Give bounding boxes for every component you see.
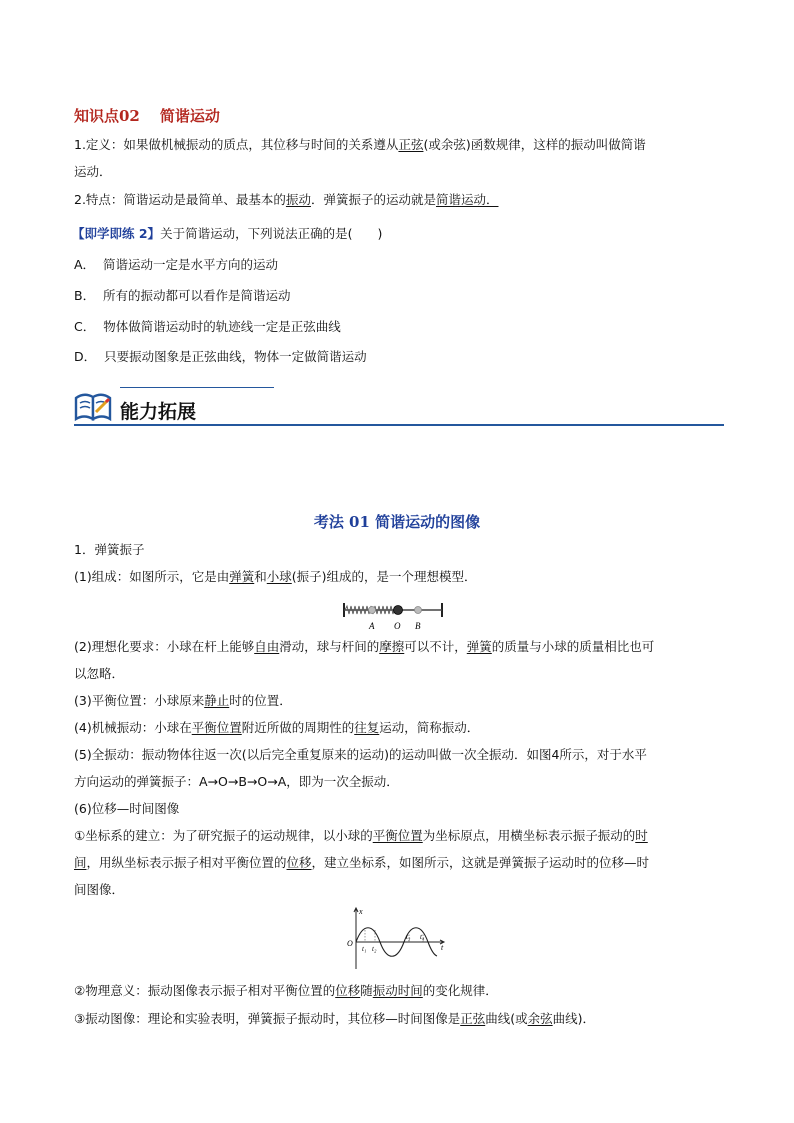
t4-label: t₄ [420,933,425,941]
paragraph-coordinate-system: ①坐标系的建立：为了研究振子的运动规律，以小球的平衡位置为坐标原点，用横坐标表示振子振动的时 [74,828,648,843]
banner-top-rule [120,387,274,388]
feature-line: 2.特点：简谐运动是最简单、最基本的振动．弹簧振子的运动就是简谐运动． [74,192,499,207]
spring-oscillator-figure [338,600,450,632]
t2-label: t₂ [372,945,377,953]
paragraph-idealization-cont: 以忽略． [74,666,125,681]
open-book-icon [74,386,114,424]
t1-label: t₁ [362,945,367,953]
underlined-term: 简谐运动． [435,192,499,207]
underlined-term: 振动 [285,192,311,207]
banner-rule [74,424,724,426]
option-d: D． 只要振动图象是正弦曲线，物体一定做简谐运动 [74,349,367,364]
knowledge-point-heading [74,105,220,126]
definition-line: 1.定义：如果做机械振动的质点，其位移与时间的关系遵从正弦(或余弦)函数规律，这样的振动叫做简谐 [74,137,646,152]
underlined-term: 正弦 [398,137,424,152]
origin-label: O [347,939,353,948]
label-o: O [394,621,401,631]
section-title: 考法 01 简谐运动的图像 [313,513,481,531]
subsection-heading: 1．弹簧振子 [74,542,145,557]
label-b: B [415,621,421,631]
option-c: C． 物体做简谐运动时的轨迹线一定是正弦曲线 [74,319,341,334]
x-axis-label: x [359,907,363,916]
exercise-question: 【即学即练 2】关于简谐运动，下列说法正确的是( ) [72,226,383,241]
paragraph-vibration-graph: ③振动图像：理论和实验表明，弹簧振子振动时，其位移—时间图像是正弦曲线(或余弦曲线)． [74,1011,596,1026]
option-a: A． 简谐运动一定是水平方向的运动 [74,257,279,272]
t3-label: t₃ [406,933,411,941]
option-b: B． 所有的振动都可以看作是简谐运动 [74,288,291,303]
ball [394,606,403,615]
paragraph-mechanical-vibration: (4)机械振动：小球在平衡位置附近所做的周期性的往复运动，简称振动． [74,720,480,735]
ghost-ball-b [415,607,422,614]
exercise-tag: 【即学即练 2】 [72,226,161,241]
paragraph-coordinate-system-cont: 间，用纵坐标表示振子相对平衡位置的位移，建立坐标系，如图所示，这就是弹簧振子运动时的位移—时 [74,855,650,870]
paragraph-equilibrium: (3)平衡位置：小球原来静止时的位置． [74,693,292,708]
knowledge-point-name: 简谐运动 [159,107,220,125]
paragraph-graph-heading: (6)位移—时间图像 [74,801,180,816]
banner-title: 能力拓展 [120,401,197,423]
label-a: A [369,621,375,631]
section-banner [74,384,724,426]
definition-line-cont: 运动． [74,164,112,179]
paragraph-coordinate-system-end: 间图像． [74,882,125,897]
paragraph-idealization: (2)理想化要求：小球在杆上能够自由滑动，球与杆间的摩擦可以不计，弹簧的质量与小球的质量相比也可 [74,639,655,654]
paragraph-full-vibration: (5)全振动：振动物体往返一次(以后完全重复原来的运动)的运动叫做一次全振动．如图4所示，对于水平 [74,747,647,762]
paragraph-composition: (1)组成：如图所示，它是由弹簧和小球(振子)组成的，是一个理想模型． [74,569,477,584]
displacement-time-graph [345,905,450,973]
paragraph-physical-meaning: ②物理意义：振动图像表示振子相对平衡位置的位移随振动时间的变化规律． [74,983,498,998]
ghost-ball-a [369,607,376,614]
knowledge-point-number: 知识点02 [74,107,140,125]
t-axis-label: t [441,943,444,952]
paragraph-full-vibration-cont: 方向运动的弹簧振子：A→O→B→O→A，即为一次全振动． [74,774,399,789]
